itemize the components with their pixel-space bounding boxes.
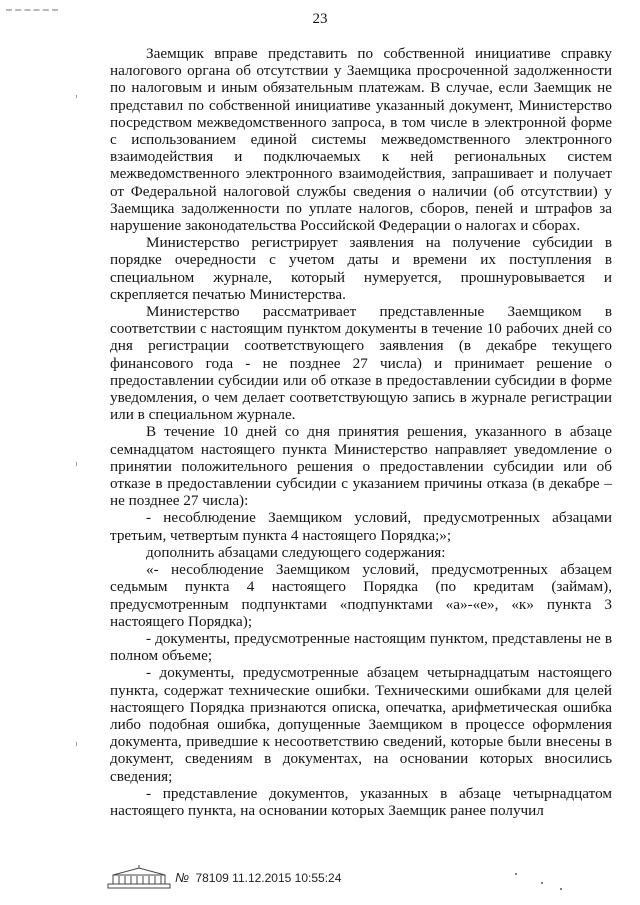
building-stamp-icon (107, 864, 171, 890)
paragraph-notification: В течение 10 дней со дня принятия решения, указанного в абзаце семнадцатом настоящего пункта Министерство направляет уведомление о принятии положительного решения о предоставлении субсидии или об отказе в предоставлении субсидии с указанием причины отказа (в декабре – не позднее 27 числа): (110, 423, 612, 510)
paragraph-review: Министерство рассматривает представленные Заемщиком в соответствии с настоящим пунктом документы в течение 10 рабочих дней со дня регистрации соответствующего заявления (в декабре текущего финансового года - не позднее 27 числа) и принимает решение о предоставлении субсидии или об отказе в предоставлении субсидии в форме уведомления, о чем делает соответствующую запись в журнале регистрации или в специальном журнале. (110, 303, 612, 424)
paragraph-registration: Министерство регистрирует заявления на получение субсидии в порядке очередности с учетом даты и времени их поступления в специальном журнале, который нумеруется, прошнуровывается и скрепляется печатью Министерства. (110, 234, 612, 303)
registration-footer (107, 862, 341, 892)
number-sign: № (175, 869, 190, 885)
paragraph-tax-certificate: Заемщик вправе представить по собственной инициативе справку налогового органа об отсутствии у Заемщика просроченной задолженности по налоговым и иным обязательным платежам. В случае, если Заемщик не представил по собственной инициативе указанный документ, Министерство посредством межведомственного запроса, в том числе в электронной форме с использованием единой системы межведомственного электронного взаимодействия и подключаемых к ней региональных систем межведомственного электронного взаимодействия, запрашивает и получает от Федеральной налоговой службы сведения о наличии (об отсутствии) у Заемщика задолженности по уплате налогов, сборов, пеней и штрафов за нарушение законодательства Российской Федерации о налогах и сборах. (110, 45, 612, 235)
list-item-technical-errors: - документы, предусмотренные абзацем четырнадцатым настоящего пункта, содержат технические ошибки. Техническими ошибками для целей настоящего Порядка признаются описка, опечатка, арифметическая ошибка либо подобная ошибка, допущенные Заемщиком в процессе оформления документа, приведшие к несоответствию сведений, которые были внесены в документ, сведениям в документах, на основании которых вносились сведения; (110, 664, 612, 785)
document-body (110, 45, 612, 819)
document-number: 78109 (195, 870, 229, 885)
margin-speck (76, 742, 77, 746)
list-item-noncompliance-4: - несоблюдение Заемщиком условий, предусмотренных абзацами третьим, четвертым пункта 4 настоящего Порядка;»; (110, 509, 612, 544)
scan-speck (541, 882, 543, 884)
list-item-noncompliance-7: «- несоблюдение Заемщиком условий, предусмотренных абзацем седьмым пункта 4 настоящего Порядка (по кредитам (займам), предусмотренным подпунктами «подпунктами «а»-«е», «к» пункта 3 настоящего Порядка); (110, 561, 612, 630)
scan-speck (560, 888, 562, 890)
document-timestamp: 11.12.2015 10:55:24 (232, 870, 342, 885)
list-item-incomplete-docs: - документы, предусмотренные настоящим пунктом, представлены не в полном объеме; (110, 629, 612, 665)
page-number: 23 (312, 11, 328, 27)
margin-speck (76, 95, 77, 98)
margin-speck (76, 462, 77, 466)
paragraph-supplement: дополнить абзацами следующего содержания: (146, 543, 446, 561)
list-item-previous-docs: - представление документов, указанных в абзаце четырнадцатом настоящего пункта, на основании которых Заемщик ранее получил (110, 784, 612, 819)
document-registration-ref (175, 870, 341, 885)
scan-speck (515, 873, 517, 875)
